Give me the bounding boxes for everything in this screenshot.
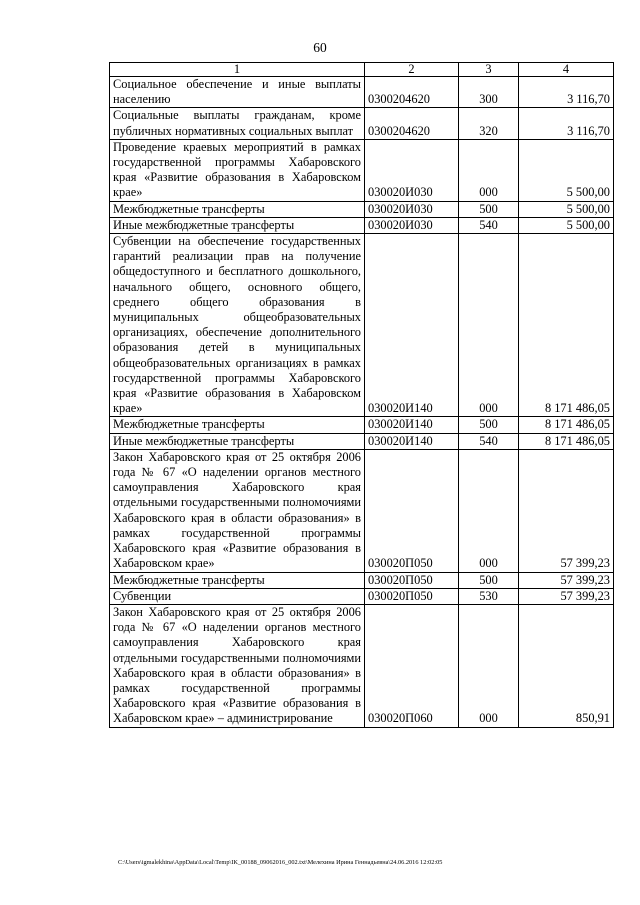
row-amount: 3 116,70: [519, 108, 614, 139]
row-code: 030020И030: [365, 201, 459, 217]
row-code: 030020И140: [365, 433, 459, 449]
row-kind: 000: [459, 604, 519, 727]
row-code: 030020И030: [365, 139, 459, 201]
table-row: [110, 139, 614, 201]
table-row: [110, 417, 614, 433]
row-code: 030020И140: [365, 234, 459, 417]
table-row: [110, 217, 614, 233]
footer-file-path: C:\Users\igmalekhina\AppData\Local\Temp\IK_00188_09062016_002.txt\Мелехина Ирина Геннадьевна\24.06.2016 12:02:05: [118, 859, 443, 866]
row-name: Социальные выплаты гражданам, кроме публичных нормативных социальных выплат: [110, 108, 365, 139]
row-kind: 000: [459, 139, 519, 201]
row-kind: 530: [459, 588, 519, 604]
row-name: Иные межбюджетные трансферты: [110, 433, 365, 449]
table-row: [110, 234, 614, 417]
row-code: 0300204620: [365, 77, 459, 108]
row-kind: 320: [459, 108, 519, 139]
column-header-amount: 4: [519, 63, 614, 77]
row-code: 030020П050: [365, 572, 459, 588]
row-amount: 850,91: [519, 604, 614, 727]
row-amount: 8 171 486,05: [519, 417, 614, 433]
row-code: 030020И030: [365, 217, 459, 233]
table-row: [110, 108, 614, 139]
row-code: 030020И140: [365, 417, 459, 433]
row-kind: 540: [459, 217, 519, 233]
row-kind: 300: [459, 77, 519, 108]
row-code: 030020П050: [365, 588, 459, 604]
column-header-code: 2: [365, 63, 459, 77]
row-kind: 500: [459, 201, 519, 217]
row-amount: 5 500,00: [519, 139, 614, 201]
table-row: [110, 588, 614, 604]
row-amount: 5 500,00: [519, 201, 614, 217]
row-amount: 57 399,23: [519, 572, 614, 588]
row-kind: 540: [459, 433, 519, 449]
row-amount: 8 171 486,05: [519, 433, 614, 449]
row-name: Межбюджетные трансферты: [110, 417, 365, 433]
table-row: [110, 572, 614, 588]
row-amount: 8 171 486,05: [519, 234, 614, 417]
row-kind: 000: [459, 234, 519, 417]
row-name: Межбюджетные трансферты: [110, 572, 365, 588]
table-row: [110, 449, 614, 572]
row-code: 030020П050: [365, 449, 459, 572]
row-name: Проведение краевых мероприятий в рамках государственной программы Хабаровского края «Развитие образования в Хабаровском крае»: [110, 139, 365, 201]
row-name: Межбюджетные трансферты: [110, 201, 365, 217]
row-amount: 57 399,23: [519, 449, 614, 572]
row-kind: 500: [459, 417, 519, 433]
row-name: Субвенции: [110, 588, 365, 604]
row-name: Закон Хабаровского края от 25 октября 2006 года № 67 «О наделении органов местного самоуправления Хабаровского края отдельными государственными полномочиями Хабаровского края в области образования» в рамках государственной программы Хабаровского края «Развитие образования в Хабаровском крае» – администрирование: [110, 604, 365, 727]
row-amount: 5 500,00: [519, 217, 614, 233]
table-header-row: [110, 63, 614, 77]
row-amount: 3 116,70: [519, 77, 614, 108]
row-name: Субвенции на обеспечение государственных гарантий реализации прав на получение общедоступного и бесплатного дошкольного, начального общего, основного общего, среднего общего образования в муниципальных общеобразовательных организациях, обеспечение дополнительного образования детей в муниципальных общеобразовательных организациях в рамках государственной программы Хабаровского края «Развитие образования в Хабаровском крае»: [110, 234, 365, 417]
row-name: Социальное обеспечение и иные выплаты населению: [110, 77, 365, 108]
table-row: [110, 604, 614, 727]
column-header-name: 1: [110, 63, 365, 77]
row-amount: 57 399,23: [519, 588, 614, 604]
row-kind: 000: [459, 449, 519, 572]
budget-table: [109, 62, 614, 728]
page-number: 60: [313, 40, 327, 55]
table-row: [110, 77, 614, 108]
row-name: Иные межбюджетные трансферты: [110, 217, 365, 233]
column-header-kind: 3: [459, 63, 519, 77]
row-kind: 500: [459, 572, 519, 588]
table-row: [110, 201, 614, 217]
row-code: 0300204620: [365, 108, 459, 139]
row-name: Закон Хабаровского края от 25 октября 2006 года № 67 «О наделении органов местного самоуправления Хабаровского края отдельными государственными полномочиями Хабаровского края в области образования» в рамках государственной программы Хабаровского края «Развитие образования в Хабаровском крае»: [110, 449, 365, 572]
table-row: [110, 433, 614, 449]
row-code: 030020П060: [365, 604, 459, 727]
